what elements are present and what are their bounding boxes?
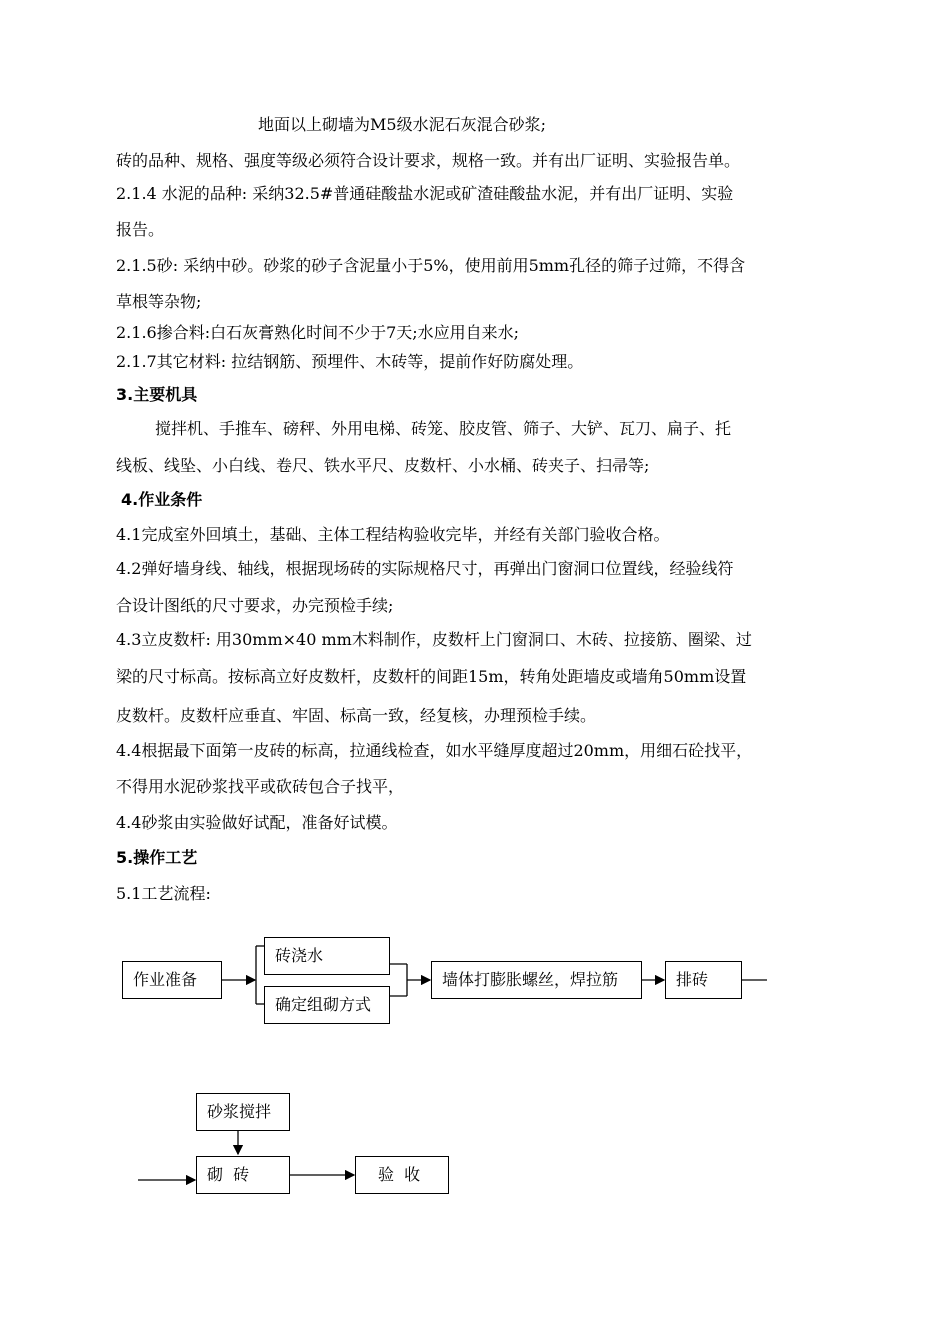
text-line: 砖的品种、规格、强度等级必须符合设计要求，规格一致。并有出厂证明、实验报告单。 — [116, 151, 741, 170]
section-heading: 5.操作工艺 — [116, 848, 198, 867]
text-line: 5.1工艺流程: — [116, 884, 211, 903]
text-line: 皮数杆。皮数杆应垂直、牢固、标高一致，经复核，办理预检手续。 — [116, 706, 597, 725]
flow-box-accept: 验 收 — [355, 1156, 449, 1194]
flow-box-method: 确定组砌方式 — [264, 986, 390, 1024]
text-line: 4.3立皮数杆: 用30mm×40 mm木料制作，皮数杆上门窗洞口、木砖、拉接筋、圈梁、过 — [116, 630, 752, 649]
flow-box-water: 砖浇水 — [264, 937, 390, 975]
text-line: 4.4砂浆由实验做好试配，准备好试模。 — [116, 813, 398, 832]
flow-box-bolt: 墙体打膨胀螺丝，焊拉筋 — [431, 961, 642, 999]
flow-box-mortar: 砂浆搅拌 — [196, 1093, 290, 1131]
text-line: 草根等杂物; — [116, 292, 202, 311]
text-line: 合设计图纸的尺寸要求，办完预检手续; — [116, 596, 394, 615]
text-line: 梁的尺寸标高。按标高立好皮数杆，皮数杆的间距15m，转角处距墙皮或墙角50mm设置 — [116, 667, 747, 686]
text-line: 2.1.5砂: 采纳中砂。砂浆的砂子含泥量小于5%，使用前用5mm孔径的筛子过筛，不得含 — [116, 256, 746, 275]
text-line: 线板、线坠、小白线、卷尺、铁水平尺、皮数杆、小水桶、砖夹子、扫帚等; — [116, 456, 650, 475]
text-line: 地面以上砌墙为M5级水泥石灰混合砂浆; — [258, 115, 546, 134]
text-line: 2.1.4 水泥的品种: 采纳32.5#普通硅酸盐水泥或矿渣硅酸盐水泥，并有出厂证明、实验 — [116, 184, 734, 203]
text-line: 搅拌机、手推车、磅秤、外用电梯、砖笼、胶皮管、筛子、大铲、瓦刀、扁子、托 — [155, 419, 732, 438]
flow-box-arrange: 排砖 — [665, 961, 742, 999]
section-heading: 4.作业条件 — [121, 490, 203, 509]
text-line: 2.1.7其它材料: 拉结钢筋、预埋件、木砖等，提前作好防腐处理。 — [116, 352, 584, 371]
flow-box-prep: 作业准备 — [122, 961, 222, 999]
text-line: 2.1.6掺合料:白石灰膏熟化时间不少于7天;水应用自来水; — [116, 323, 520, 342]
flow-box-lay: 砌 砖 — [196, 1156, 290, 1194]
text-line: 4.1完成室外回填土，基础、主体工程结构验收完毕，并经有关部门验收合格。 — [116, 525, 670, 544]
text-line: 4.4根据最下面第一皮砖的标高，拉通线检查，如水平缝厚度超过20mm，用细石砼找平， — [116, 741, 753, 760]
text-line: 4.2弹好墙身线、轴线，根据现场砖的实际规格尺寸，再弹出门窗洞口位置线，经验线符 — [116, 559, 734, 578]
section-heading: 3.主要机具 — [116, 385, 198, 404]
text-line: 报告。 — [116, 220, 165, 239]
text-line: 不得用水泥砂浆找平或砍砖包合子找平， — [116, 777, 405, 796]
